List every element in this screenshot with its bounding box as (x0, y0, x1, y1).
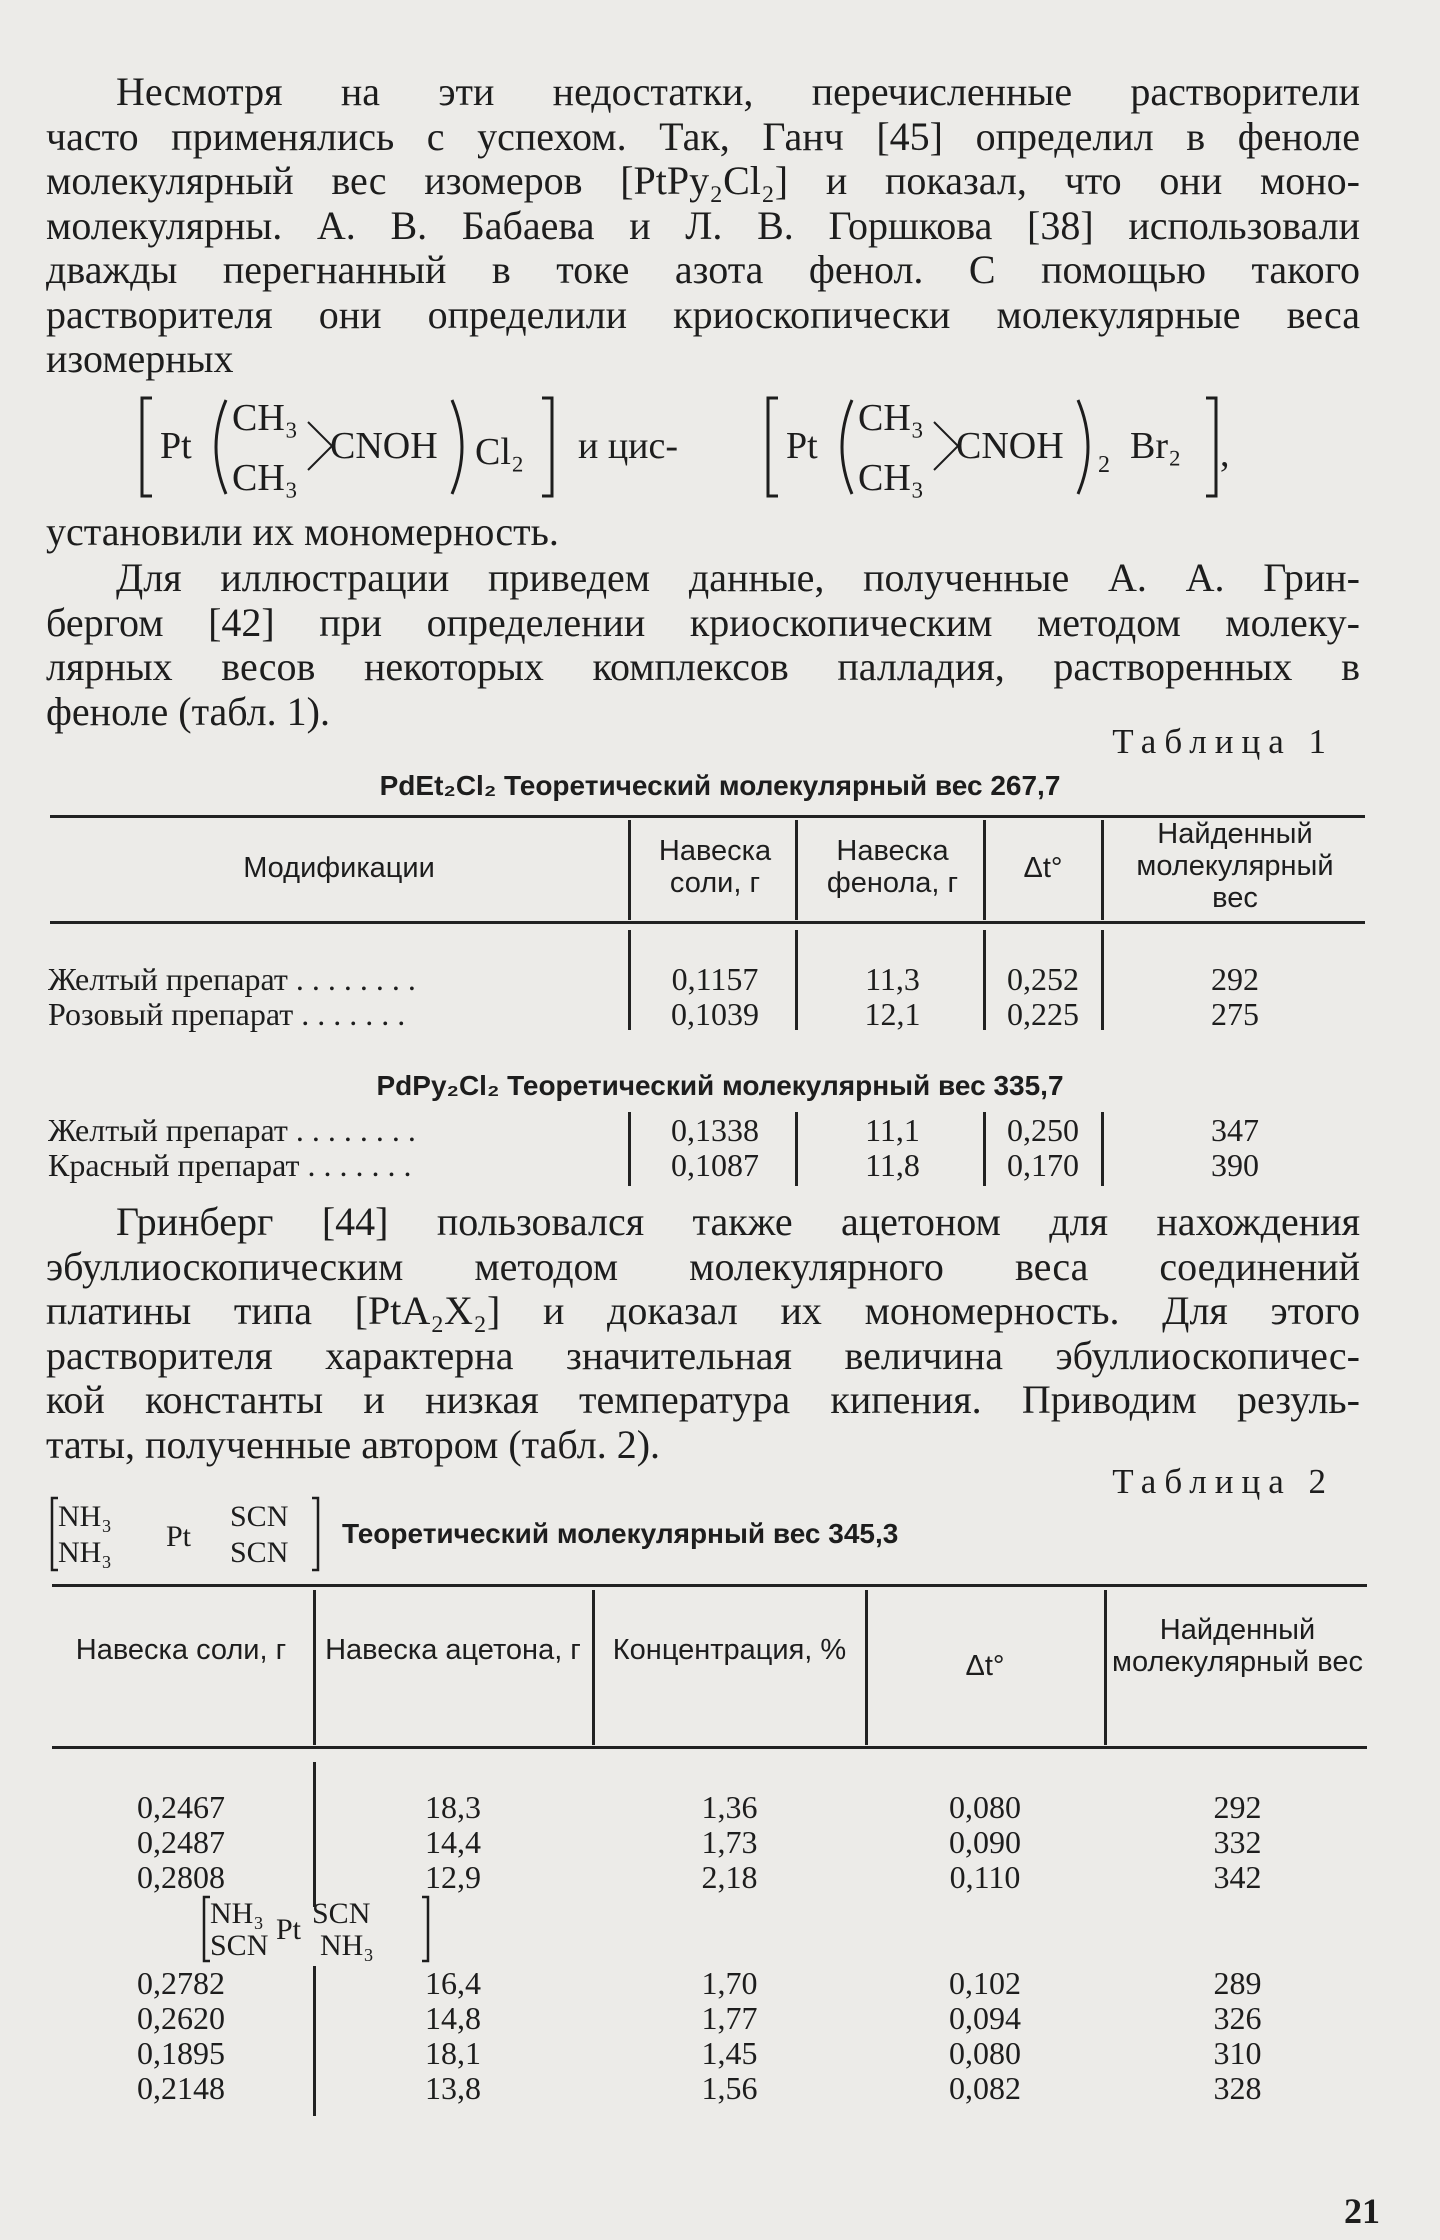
text-line: молекулярный вес изомеров [PtPy₂Cl₂] и показал, что они моно- (46, 158, 1360, 203)
row-name: Желтый препарат . . . . . . . . (48, 961, 416, 997)
cell-mw: 326 (1213, 2000, 1262, 2036)
formula-cnoh: CNOH (956, 425, 1064, 467)
cell-mw: 310 (1213, 2035, 1262, 2071)
cell-dt: 0,080 (949, 2035, 1021, 2071)
cell-salt: 0,1087 (671, 1147, 759, 1183)
cell-salt: 0,2467 (137, 1789, 225, 1825)
column-divider (628, 820, 631, 920)
table-rule (50, 921, 1365, 924)
complex-formula-2 (200, 1893, 440, 1965)
paragraph-3 (46, 556, 1360, 601)
text-line: молекулярны. А. В. Бабаева и Л. В. Горшкова [38] использовали (46, 202, 1360, 248)
header-salt: Навеска соли, г (658, 835, 772, 899)
table-2-caption: Теоретический молекулярный вес 345,3 (342, 1518, 899, 1549)
cell-acetone: 14,8 (425, 2000, 481, 2036)
column-divider (795, 820, 798, 920)
header-phenol: Навеска фенола, г (826, 835, 959, 899)
column-divider (313, 1966, 316, 2116)
complex-scn: SCN (312, 1897, 371, 1930)
formula-ch3: CH₃ (858, 457, 925, 499)
cell-mw: 292 (1213, 1789, 1262, 1825)
column-divider (628, 1112, 631, 1186)
cell-salt: 0,1895 (137, 2035, 225, 2071)
text-line: Для иллюстрации приведем данные, полученные А. А. Грин- (116, 555, 1360, 600)
cell-dt: 0,225 (1007, 996, 1079, 1032)
page-number: 21 (1344, 2191, 1380, 2231)
row-name: Красный препарат . . . . . . . (48, 1147, 412, 1183)
cell-dt: 0,094 (949, 2000, 1021, 2036)
cell-dt: 0,102 (949, 1965, 1021, 2001)
row-name: Розовый препарат . . . . . . . (48, 996, 406, 1032)
cell-concentration: 2,18 (701, 1859, 758, 1895)
cell-dt: 0,252 (1007, 961, 1079, 997)
complex-nh3: NH₃ (320, 1929, 374, 1962)
text-line: растворителя характерна значительная величина эбуллиоскопичес- (46, 1332, 1360, 1378)
cell-mw: 328 (1213, 2070, 1262, 2106)
formula-connector: и цис- (578, 425, 679, 467)
column-divider (313, 1762, 316, 1907)
column-divider (1104, 1590, 1107, 1745)
cell-acetone: 18,1 (425, 2035, 481, 2071)
paragraph-1-end (46, 337, 1360, 382)
table-rule (52, 1584, 1367, 1587)
formula-br2: Br₂ (1130, 425, 1182, 467)
formula-ch3: CH₃ (232, 457, 299, 499)
table-1-caption-2: PdPy₂Cl₂ Теоретический молекулярный вес 335,7 (376, 1070, 1064, 1101)
cell-mw: 275 (1211, 996, 1259, 1032)
text-line: платины типа [PtA₂X₂] и доказал их мономерность. Для этого (46, 1288, 1360, 1333)
formula-cl2: Cl₂ (475, 431, 525, 473)
text-line: часто применялись с успехом. Так, Ганч [45] определил в феноле (46, 113, 1360, 159)
cell-acetone: 12,9 (425, 1859, 481, 1895)
row-name: Желтый препарат . . . . . . . . (48, 1112, 416, 1148)
column-divider (795, 930, 798, 1030)
complex-scn: SCN (210, 1929, 269, 1962)
header-acetone: Навеска ацетона, г (325, 1634, 581, 1666)
cell-dt: 0,090 (949, 1824, 1021, 1860)
text-line: дважды перегнанный в токе азота фенол. С помощью такого (46, 247, 1360, 292)
complex-pt: Pt (166, 1520, 192, 1553)
formula-ch3: CH₃ (232, 397, 299, 439)
cell-mw: 347 (1211, 1112, 1259, 1148)
column-divider (628, 930, 631, 1030)
cell-concentration: 1,36 (701, 1789, 758, 1825)
cell-salt: 0,2808 (137, 1859, 225, 1895)
formula-sub2: 2 (1098, 452, 1110, 478)
complex-formula-1 (48, 1494, 338, 1574)
text-line: установили их мономерность. (46, 509, 559, 554)
column-divider (1101, 930, 1104, 1030)
paragraph-3-cont (46, 601, 1360, 690)
table-1-caption: PdEt₂Cl₂ Теоретический молекулярный вес 267,7 (379, 770, 1061, 801)
column-divider (983, 1112, 986, 1186)
cell-salt: 0,1039 (671, 996, 759, 1032)
cell-salt: 0,1157 (671, 961, 759, 997)
cell-dt: 0,170 (1007, 1147, 1079, 1183)
header-found: Найденный молекулярный вес (1112, 1614, 1363, 1678)
cell-salt: 0,2620 (137, 2000, 225, 2036)
cell-mw: 289 (1213, 1965, 1262, 2001)
cell-salt: 0,2782 (137, 1965, 225, 2001)
cell-salt: 0,2148 (137, 2070, 225, 2106)
column-divider (1101, 1112, 1104, 1186)
formula-pt: Pt (786, 425, 818, 467)
cell-dt: 0,110 (949, 1859, 1021, 1895)
cell-mw: 390 (1211, 1147, 1259, 1183)
paragraph-1 (46, 70, 1360, 115)
column-divider (592, 1590, 595, 1745)
complex-nh3: NH₃ (58, 1500, 112, 1533)
header-found: Найденный молекулярный вес (1136, 818, 1334, 914)
column-divider (865, 1590, 868, 1745)
cell-concentration: 1,77 (701, 2000, 758, 2036)
formula-pt: Pt (160, 425, 192, 467)
complex-nh3: NH₃ (58, 1536, 112, 1569)
cell-acetone: 16,4 (425, 1965, 481, 2001)
cell-mw: 332 (1213, 1824, 1262, 1860)
cell-salt: 0,2487 (137, 1824, 225, 1860)
table-1-label: Таблица 1 (1112, 722, 1334, 761)
complex-nh3: NH₃ (210, 1897, 264, 1930)
cell-mw: 342 (1213, 1859, 1262, 1895)
cell-phenol: 11,3 (865, 961, 920, 997)
cell-concentration: 1,70 (701, 1965, 758, 2001)
cell-concentration: 1,73 (701, 1824, 758, 1860)
text-line: феноле (табл. 1). (46, 688, 330, 734)
cell-acetone: 13,8 (425, 2070, 481, 2106)
formula-cnoh: CNOH (330, 425, 438, 467)
cell-acetone: 18,3 (425, 1789, 481, 1825)
text-line: таты, полученные автором (табл. 2). (46, 1421, 661, 1467)
complex-scn: SCN (230, 1536, 289, 1569)
text-line: бергом [42] при определении криоскопическим методом молеку- (46, 599, 1360, 645)
cell-dt: 0,250 (1007, 1112, 1079, 1148)
cell-dt: 0,080 (949, 1789, 1021, 1825)
header-dt: Δt° (965, 1650, 1005, 1682)
header-concentration: Концентрация, % (612, 1634, 847, 1666)
complex-scn: SCN (230, 1500, 289, 1533)
cell-phenol: 11,1 (865, 1112, 920, 1148)
column-divider (983, 930, 986, 1030)
paragraph-4 (46, 1200, 1360, 1245)
chemical-formula (130, 392, 1280, 502)
column-divider (795, 1112, 798, 1186)
cell-acetone: 14,4 (425, 1824, 481, 1860)
text-line: лярных весов некоторых комплексов палладия, растворенных в (46, 644, 1360, 689)
text-line: Несмотря на эти недостатки, перечисленные растворители (116, 69, 1360, 114)
table-2-label: Таблица 2 (1112, 1462, 1334, 1501)
cell-concentration: 1,56 (701, 2070, 758, 2106)
formula-ch3: CH₃ (858, 397, 925, 439)
text-line: кой константы и низкая температура кипения. Приводим резуль- (46, 1377, 1360, 1422)
paragraph-4-end (46, 1423, 1360, 1468)
cell-phenol: 12,1 (864, 996, 921, 1032)
header-modifications: Модификации (243, 852, 435, 884)
paragraph-2 (46, 510, 1360, 555)
column-divider (1101, 820, 1104, 920)
text-line: эбуллиоскопическим методом молекулярного веса соединений (46, 1243, 1360, 1289)
header-salt: Навеска соли, г (75, 1634, 287, 1666)
text-line: изомерных (46, 336, 234, 381)
cell-phenol: 11,8 (865, 1147, 920, 1183)
column-divider (983, 820, 986, 920)
paragraph-4-cont (46, 1245, 1360, 1423)
cell-salt: 0,1338 (671, 1112, 759, 1148)
paragraph-1-cont (46, 115, 1360, 338)
text-line: Гринберг [44] пользовался также ацетоном для нахождения (116, 1199, 1360, 1244)
cell-concentration: 1,45 (701, 2035, 758, 2071)
cell-mw: 292 (1211, 961, 1259, 997)
cell-dt: 0,082 (949, 2070, 1021, 2106)
table-rule (52, 1746, 1367, 1749)
svg-text:,: , (1220, 433, 1230, 475)
column-divider (313, 1590, 316, 1745)
complex-pt: Pt (276, 1913, 302, 1946)
header-dt: Δt° (1023, 852, 1063, 884)
text-line: растворителя они определили криоскопически молекулярные веса (46, 291, 1360, 337)
